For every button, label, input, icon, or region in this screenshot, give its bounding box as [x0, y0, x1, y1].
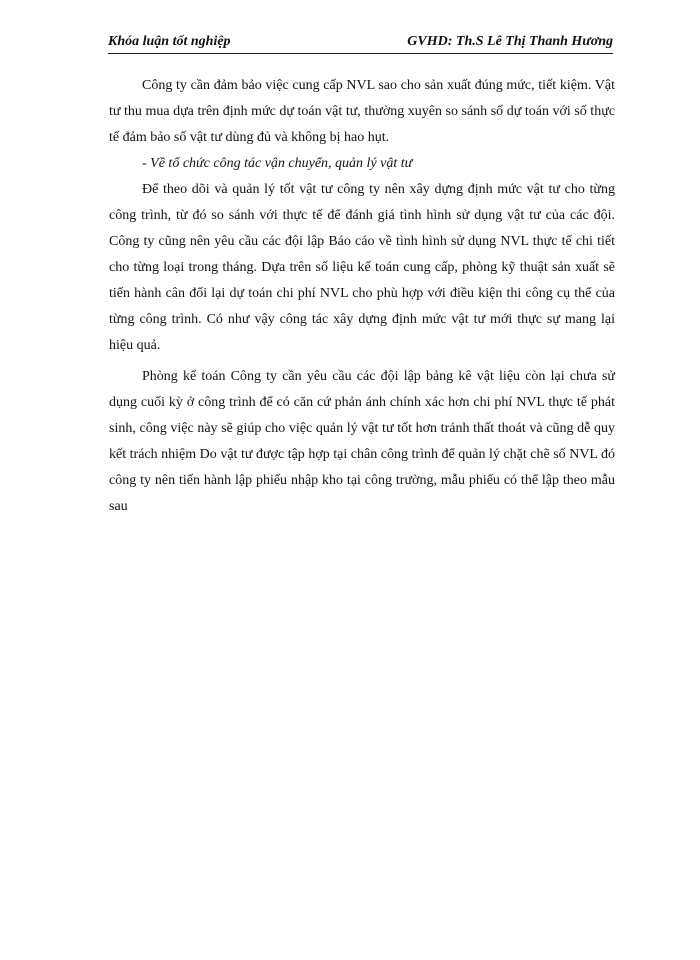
- paragraph-material-management: Để theo dõi và quản lý tốt vật tư công ty nên xây dựng định mức vật tư cho từng công trình, từ đó so sánh với thực tế để đánh giá tình hình sử dụng vật tư của các đội. Công ty cũng nên yêu cầu các đội lập Báo cáo về tình hình sử dụng NVL thực tế chi tiết cho từng loại trong tháng. Dựa trên số liệu kế toán cung cấp, phòng kỹ thuật sản xuất sẽ tiến hành cân đối lại dự toán chi phí NVL cho phù hợp với điều kiện thi công cụ thể của từng công trình. Có như vậy công tác xây dựng định mức vật tư mới thực sự mang lại hiệu quả.: [109, 182, 615, 353]
- section-subheading: - Về tổ chức công tác vận chuyển, quản lý vật tư: [142, 156, 413, 171]
- header-thesis-title: Khóa luận tốt nghiệp: [108, 34, 231, 49]
- header-supervisor: GVHD: Th.S Lê Thị Thanh Hương: [407, 34, 613, 49]
- paragraph-accounting-department: Phòng kế toán Công ty cần yêu cầu các đội lập bảng kê vật liệu còn lại chưa sử dụng cuối kỳ ở công trình để có căn cứ phản ánh chính xác hơn chi phí NVL thực tế phát sinh, công việc này sẽ giúp cho việc quản lý vật tư tốt hơn tránh thất thoát và cũng dễ quy kết trách nhiệm Do vật tư được tập hợp tại chân công trình để quản lý chặt chẽ số NVL đó công ty nên tiến hành lập phiếu nhập kho tại công trường, mẫu phiếu có thể lập theo mẫu sau: [109, 369, 615, 514]
- document-body: [109, 73, 615, 520]
- page-header: [108, 31, 613, 54]
- paragraph-material-supply: Công ty cần đảm bảo việc cung cấp NVL sao cho sản xuất đúng mức, tiết kiệm. Vật tư thu mua dựa trên định mức dự toán vật tư, thường xuyên so sánh số dự toán với số thực tế đảm bảo số vật tư dùng đủ và không bị hao hụt.: [109, 78, 615, 145]
